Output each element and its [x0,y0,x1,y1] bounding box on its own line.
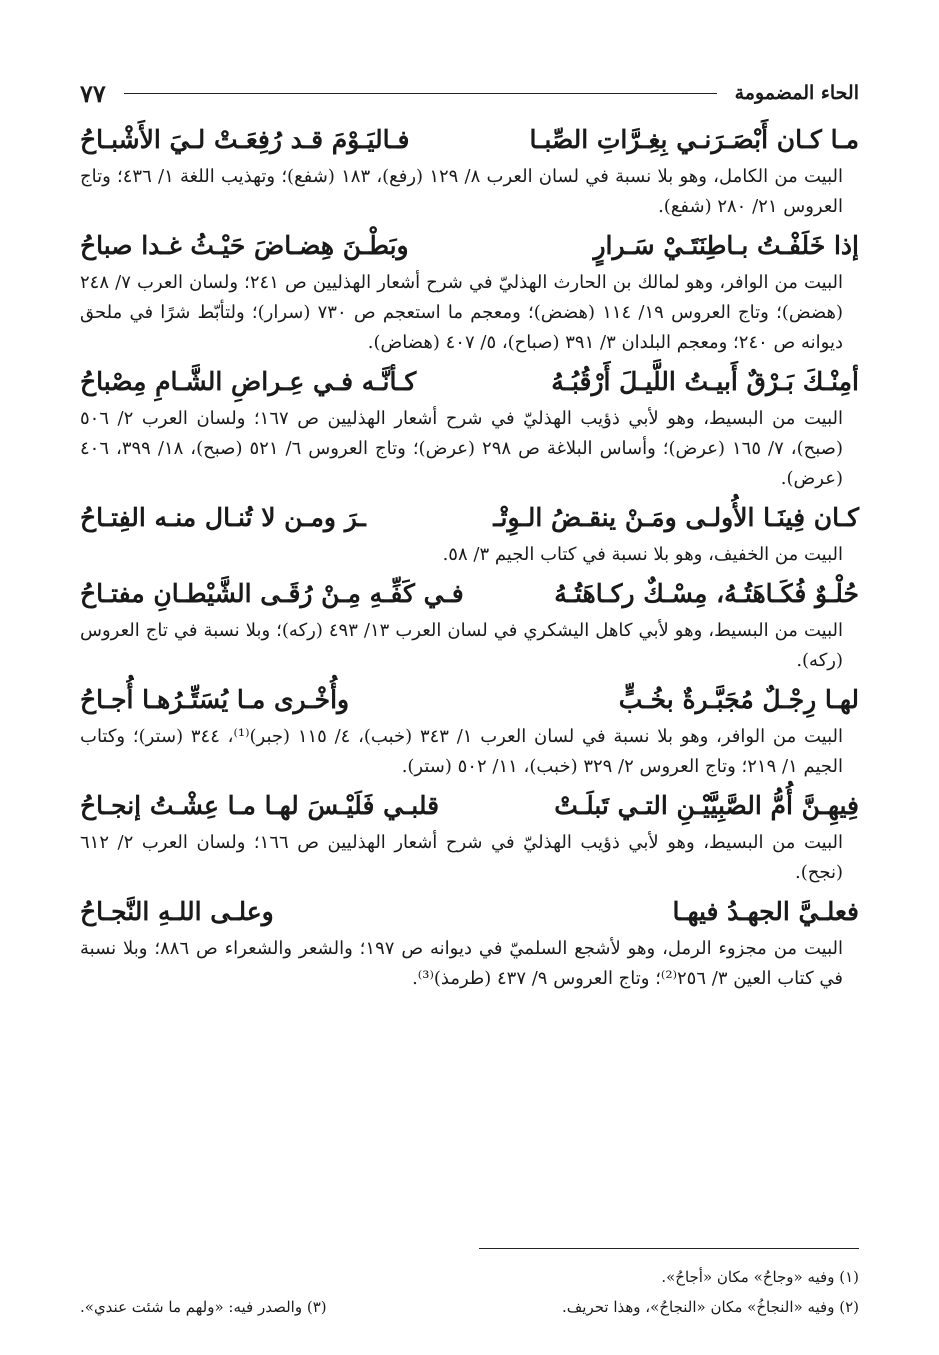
verse-first-hemistich: فِيهِـنَّ أُمُّ الصَّبِيَّيْـنِ التـي تَبلَـتْ [554,791,859,820]
verse-commentary: البيت من مجزوء الرمل، وهو لأشجع السلميّ في ديوانه ص ١٩٧؛ والشعر والشعراء ص ٨٨٦؛ وبلا نسبة في كتاب العين ٣/ ٢٥٦⁽²⁾؛ وتاج العروس ٩/ ٤٣٧ (طرمذ)⁽³⁾. [80,938,843,989]
verse-commentary: البيت من الكامل، وهو بلا نسبة في لسان العرب ٨/ ١٢٩ (رفع)، ١٨٣ (شفع)؛ وتهذيب اللغة ١/ ٤٣٦؛ وتاج العروس ٢١/ ٢٨٠ (شفع). [80,166,843,217]
verse-entry [80,574,859,676]
page-number: ٧٧ [80,78,106,108]
verse-entry [80,362,859,494]
verse-commentary: البيت من البسيط، وهو لأبي كاهل اليشكري في لسان العرب ١٣/ ٤٩٣ (ركه)؛ وبلا نسبة في تاج العروس (ركه). [80,620,843,671]
verse-commentary: البيت من الوافر، وهو لمالك بن الحارث الهذليّ في شرح أشعار الهذليين ص ٢٤١؛ ولسان العرب ٧/ ٢٤٨ (هضض)؛ وتاج العروس ١٩/ ١١٤ (هضض)؛ ومعجم ما استعجم ص ٧٣٠ (سرار)؛ ولتأبّط شرًا في ملحق ديوانه ص ٢٤٠؛ ومعجم البلدان ٣/ ٣٩١ (صباح)، ٥/ ٤٠٧ (هضاض). [80,272,844,353]
verse-second-hemistich: فـاليَـوْمَ قـد رُفِعَـتْ لـيَ الأَشْبـاحُ [80,125,410,154]
verse-first-hemistich: حُلْـوٌ فُكَـاهَتُـهُ، مِسْـكٌ ركـاهَتُـهُ [554,579,859,608]
verse-entry [80,786,859,888]
running-header [80,78,859,108]
verse-entry [80,120,859,222]
verse-line [80,680,859,720]
verse-line [80,226,859,266]
footnote: (٢) وفيه «النجاخُ» مكان «النجاحُ»، وهذا تحريف. [561,1298,859,1316]
chapter-title: الحاء المضمومة [734,82,859,104]
verse-first-hemistich: لهـا رِجْـلٌ مُجَبَّـرةٌ بخُـبٍّ [618,685,859,714]
verse-second-hemistich: وأُخْـرى مـا يُسَتِّـرُهـا أُجـاحُ [80,685,350,714]
verse-second-hemistich: قلبـي فَلَيْـسَ لهـا مـا عِشْـتُ إنجـاحُ [80,791,440,820]
verse-first-hemistich: فعلـيَّ الجهـدُ فيهـا [672,897,859,926]
verse-first-hemistich: مـا كـان أَبْصَـرَنـي بِغِـرَّاتِ الصِّبـا [529,125,859,154]
verse-first-hemistich: أمِنْـكَ بَـرْقٌ أَبيـتُ اللَّيـلَ أَرْقُبُـهُ [551,367,859,396]
verse-entry [80,680,859,782]
verse-line [80,574,859,614]
verse-commentary: البيت من البسيط، وهو لأبي ذؤيب الهذليّ في شرح أشعار الهذليين ص ١٦٧؛ ولسان العرب ٢/ ٥٠٦ (صبح)، ٧/ ١٦٥ (عرض)؛ وأساس البلاغة ص ٢٩٨ (عرض)؛ وتاج العروس ٦/ ٥٢١ (صبح)، ١٨/ ٣٩٩، ٤٠٦ (عرض). [80,408,843,489]
verse-second-hemistich: ـرَ ومـن لا تُنـال منـه الفِتـاحُ [80,503,366,532]
verse-line [80,786,859,826]
verse-line [80,120,859,160]
verse-first-hemistich: كـان فِينَـا الأُولـى ومَـنْ ينقـضُ الـوِتْـ [493,503,859,532]
verse-second-hemistich: وبَطْـنَ هِضـاضَ حَيْـثُ غـدا صباحُ [80,231,409,260]
main-content [80,120,859,998]
verse-entry [80,498,859,570]
header-rule [124,93,717,94]
verse-line [80,892,859,932]
footnote: (١) وفيه «وجاحُ» مكان «أجاحُ». [661,1268,859,1286]
verse-commentary: البيت من الخفيف، وهو بلا نسبة في كتاب الجيم ٣/ ٥٨. [442,544,843,565]
verse-first-hemistich: إذا خَلَفْـتُ بـاطِنَتَـيْ سَـرارٍ [593,231,859,260]
footnote-row [80,1292,859,1322]
footnote-separator [479,1248,859,1249]
verse-line [80,498,859,538]
footnote: (٣) والصدر فيه: «ولهم ما شئت عندي». [80,1298,327,1316]
verse-line [80,362,859,402]
verse-entry [80,892,859,994]
verse-second-hemistich: فـي كَفِّـهِ مِـنْ رُقَـى الشَّيْطـانِ مفتـاحُ [80,579,464,608]
verse-commentary: البيت من البسيط، وهو لأبي ذؤيب الهذليّ في شرح أشعار الهذليين ص ١٦٦؛ ولسان العرب ٢/ ٦١٢ (نجح). [80,832,843,883]
verse-commentary: البيت من الوافر، وهو بلا نسبة في لسان العرب ١/ ٣٤٣ (خبب)، ٤/ ١١٥ (جبر)⁽¹⁾، ٣٤٤ (ستر)؛ وكتاب الجيم ١/ ٢١٩؛ وتاج العروس ٢/ ٣٢٩ (خبب)، ١١/ ٥٠٢ (ستر). [80,726,844,777]
verse-second-hemistich: كـأنَّـه فـي عِـراضِ الشَّـامِ مِصْباحُ [80,367,417,396]
verse-entry [80,226,859,358]
footnotes [80,1262,859,1322]
verse-second-hemistich: وعلـى اللـهِ النَّجـاحُ [80,897,274,926]
